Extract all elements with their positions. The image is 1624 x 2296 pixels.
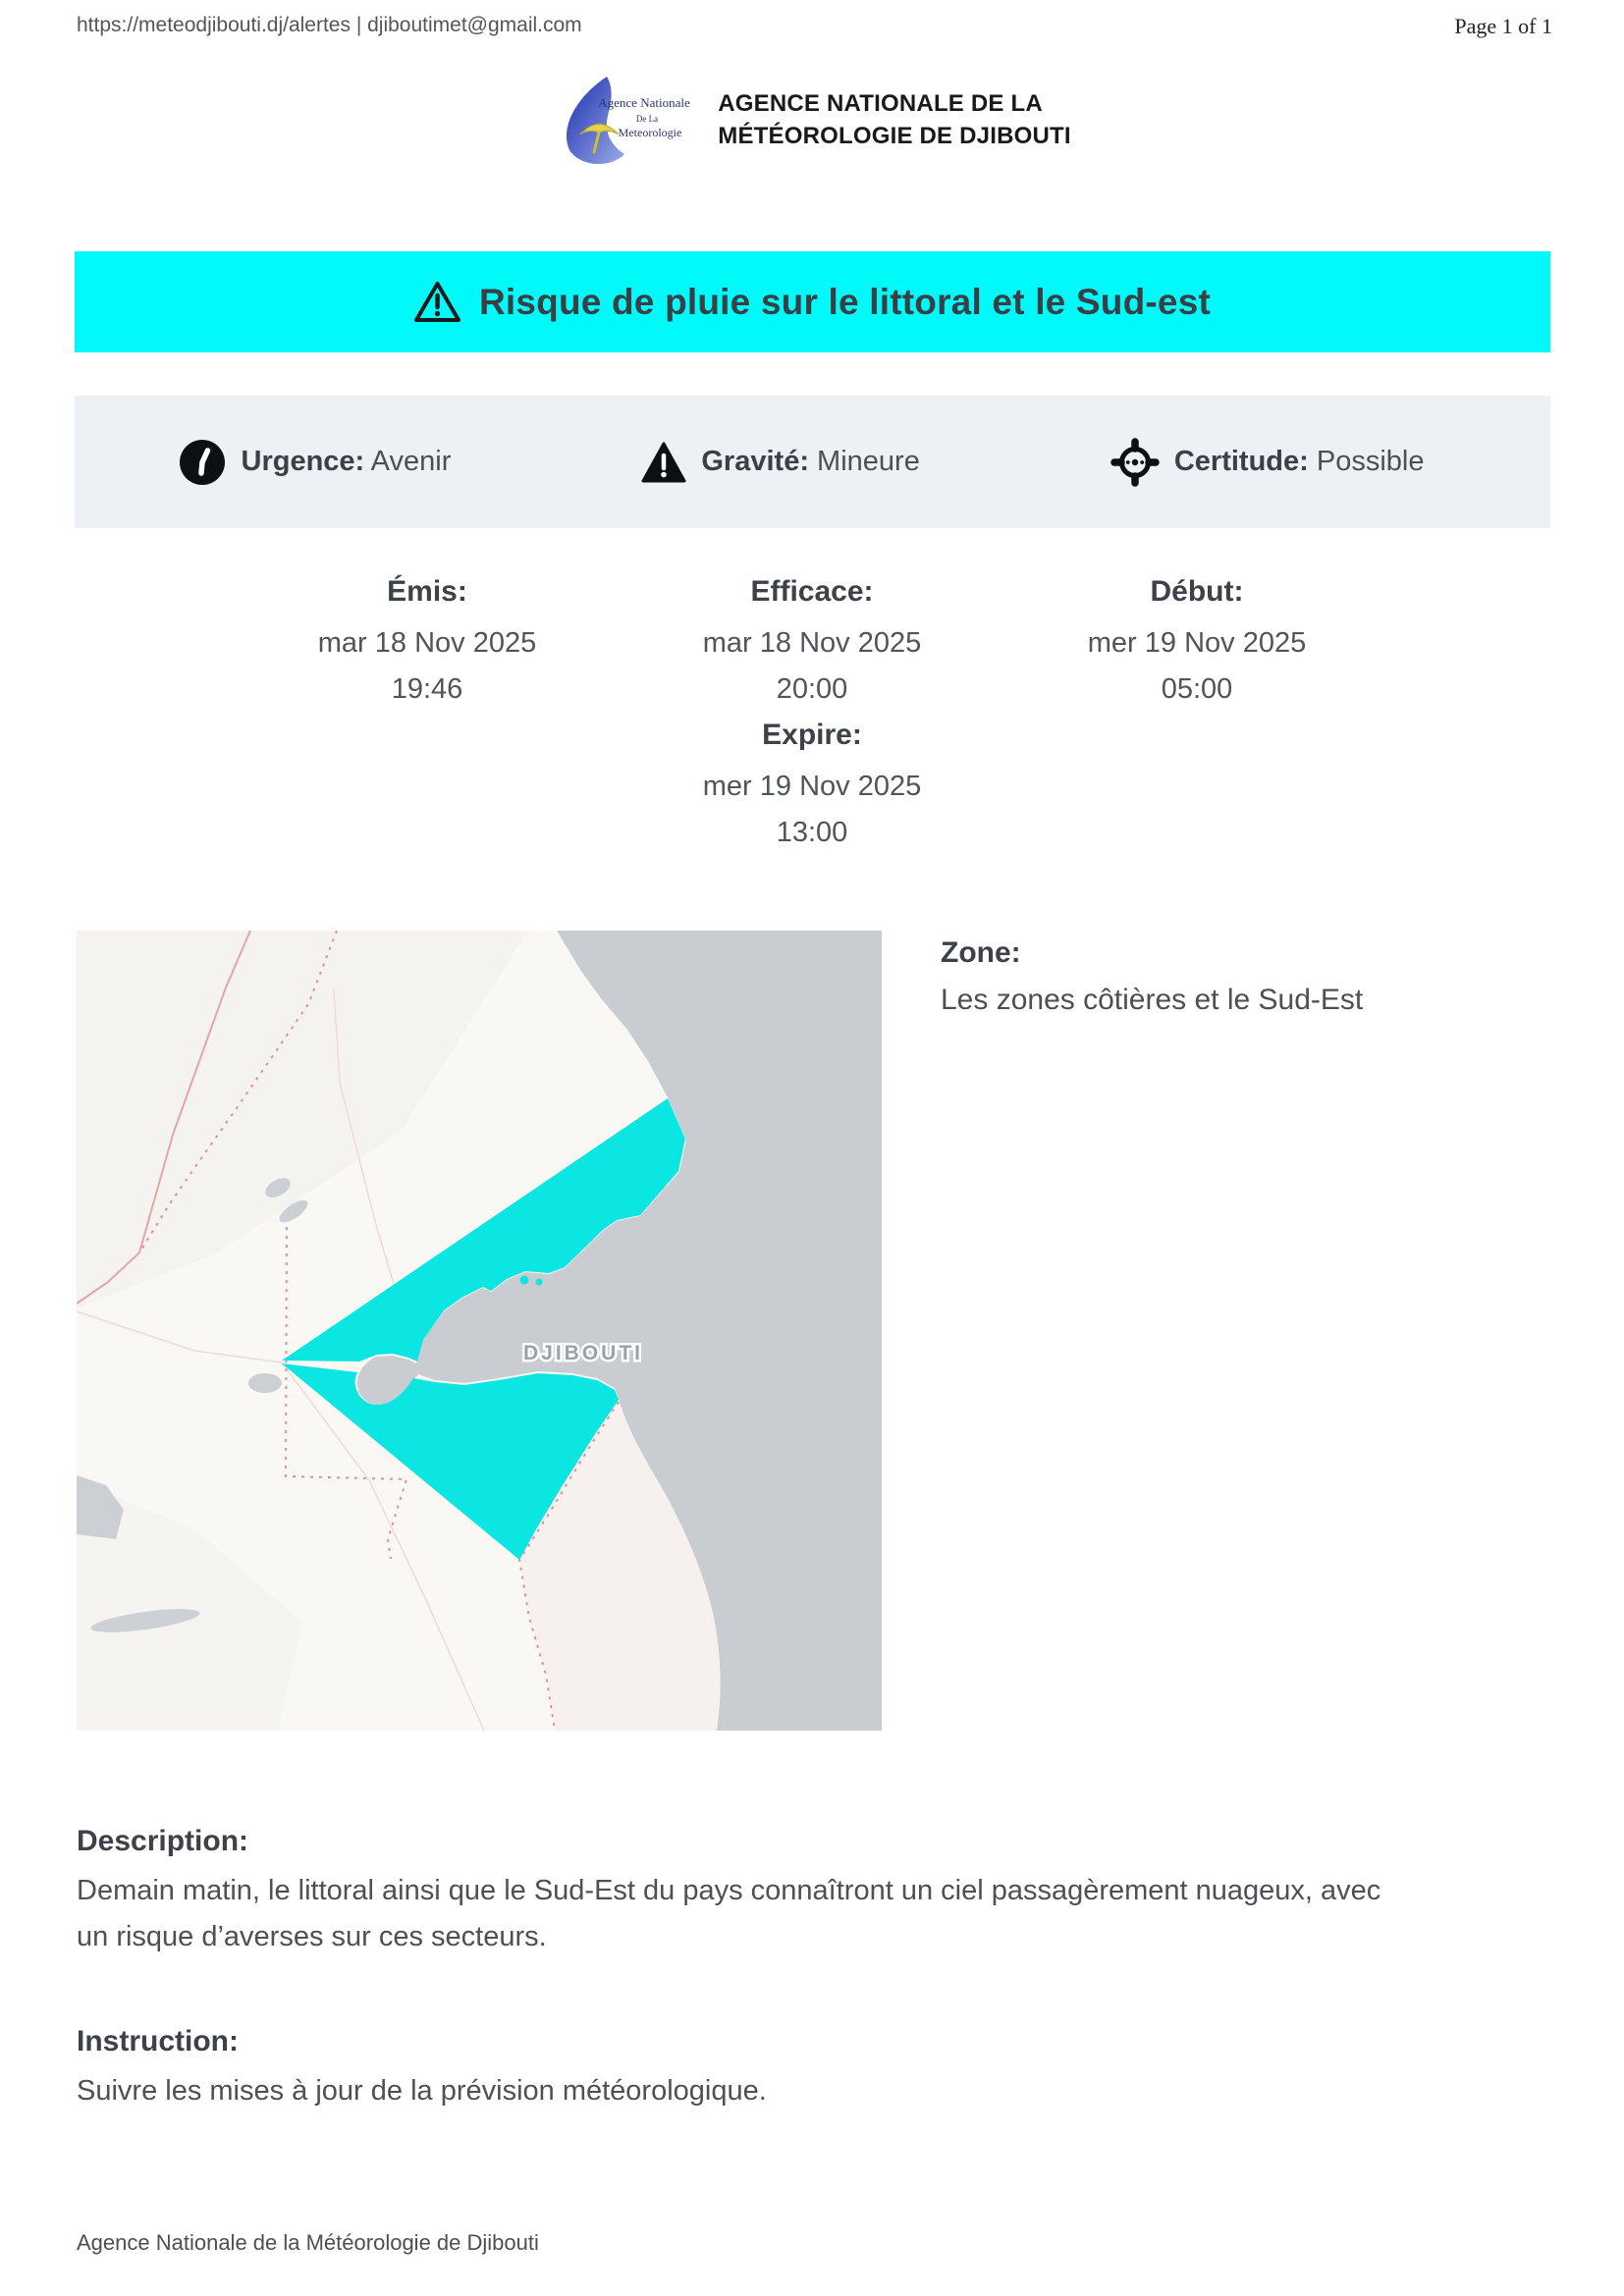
clock-icon xyxy=(178,438,227,487)
date-efficace-date: mar 18 Nov 2025 xyxy=(702,627,922,659)
date-emis xyxy=(235,575,620,719)
alert-banner xyxy=(75,251,1550,352)
instruction-body: Suivre les mises à jour de la prévision météorologique. xyxy=(77,2074,767,2107)
alert-title: Risque de pluie sur le littoral et le Sud-est xyxy=(478,281,1212,322)
date-debut-date: mer 19 Nov 2025 xyxy=(1087,627,1307,659)
alert-status-bar xyxy=(75,396,1550,528)
certitude-item xyxy=(1110,438,1425,487)
description-body: Demain matin, le littoral ainsi que le Sud-Est du pays connaîtront un ciel passagèrement nuageux, avec un risque d’averses sur ces secteurs. xyxy=(77,1875,1381,1952)
description-label: Description: xyxy=(77,1825,249,1857)
gravite-value: Mineure xyxy=(817,446,920,477)
svg-text:Meteorologie: Meteorologie xyxy=(618,126,682,139)
alert-dates xyxy=(235,575,1389,862)
map-canvas xyxy=(77,931,882,1731)
urgence-value: Avenir xyxy=(370,446,452,477)
date-expire-label: Expire: xyxy=(762,719,862,751)
agency-header xyxy=(0,73,1624,167)
map-section xyxy=(77,931,1624,1731)
description-section xyxy=(77,1825,1552,1960)
date-expire xyxy=(620,719,1004,862)
date-efficace-time: 20:00 xyxy=(776,673,848,705)
page-footer: Agence Nationale de la Météorologie de Djibouti xyxy=(77,2229,539,2255)
urgence-label: Urgence: xyxy=(241,446,365,477)
urgence-item xyxy=(178,438,452,487)
map-city-label: DJIBOUTI xyxy=(522,1342,644,1364)
urgence-text xyxy=(242,446,452,478)
warning-triangle-icon xyxy=(413,280,461,324)
source-url-line: https://meteodjibouti.dj/alertes | djiboutimet@gmail.com xyxy=(77,14,582,36)
certitude-label: Certitude: xyxy=(1173,446,1309,477)
agency-logo xyxy=(553,74,700,166)
zone-label: Zone: xyxy=(941,936,1021,969)
date-emis-label: Émis: xyxy=(387,575,467,608)
date-expire-time: 13:00 xyxy=(776,817,848,848)
agency-name-line1: AGENCE NATIONALE DE LA xyxy=(718,89,1043,117)
instruction-label: Instruction: xyxy=(77,2024,239,2057)
instruction-section xyxy=(77,2025,1552,2114)
certitude-text xyxy=(1174,446,1425,478)
certitude-value: Possible xyxy=(1316,446,1425,477)
gravite-text xyxy=(701,446,919,478)
svg-text:De La: De La xyxy=(636,114,659,124)
agency-name xyxy=(718,87,1071,152)
date-emis-date: mar 18 Nov 2025 xyxy=(317,627,537,659)
date-debut-label: Début: xyxy=(1150,575,1244,608)
agency-logo-icon xyxy=(553,74,700,166)
exclamation-triangle-icon xyxy=(641,440,686,485)
date-debut xyxy=(1004,575,1389,719)
gravite-label: Gravité: xyxy=(701,446,809,477)
zone-info xyxy=(941,931,1363,1017)
svg-text:Agence Nationale: Agence Nationale xyxy=(598,95,690,110)
agency-name-line2: MÉTÉOROLOGIE DE DJIBOUTI xyxy=(718,123,1071,149)
page-number: Page 1 of 1 xyxy=(1454,14,1552,38)
date-expire-date: mer 19 Nov 2025 xyxy=(702,771,922,802)
date-efficace xyxy=(620,575,1004,719)
zone-value: Les zones côtières et le Sud-Est xyxy=(941,984,1364,1016)
alert-zone-map xyxy=(77,931,882,1731)
gravite-item xyxy=(641,440,919,485)
print-header xyxy=(0,0,1624,39)
date-efficace-label: Efficace: xyxy=(750,575,874,608)
crosshairs-icon xyxy=(1110,438,1160,487)
date-debut-time: 05:00 xyxy=(1161,673,1233,705)
date-emis-time: 19:46 xyxy=(391,673,463,705)
